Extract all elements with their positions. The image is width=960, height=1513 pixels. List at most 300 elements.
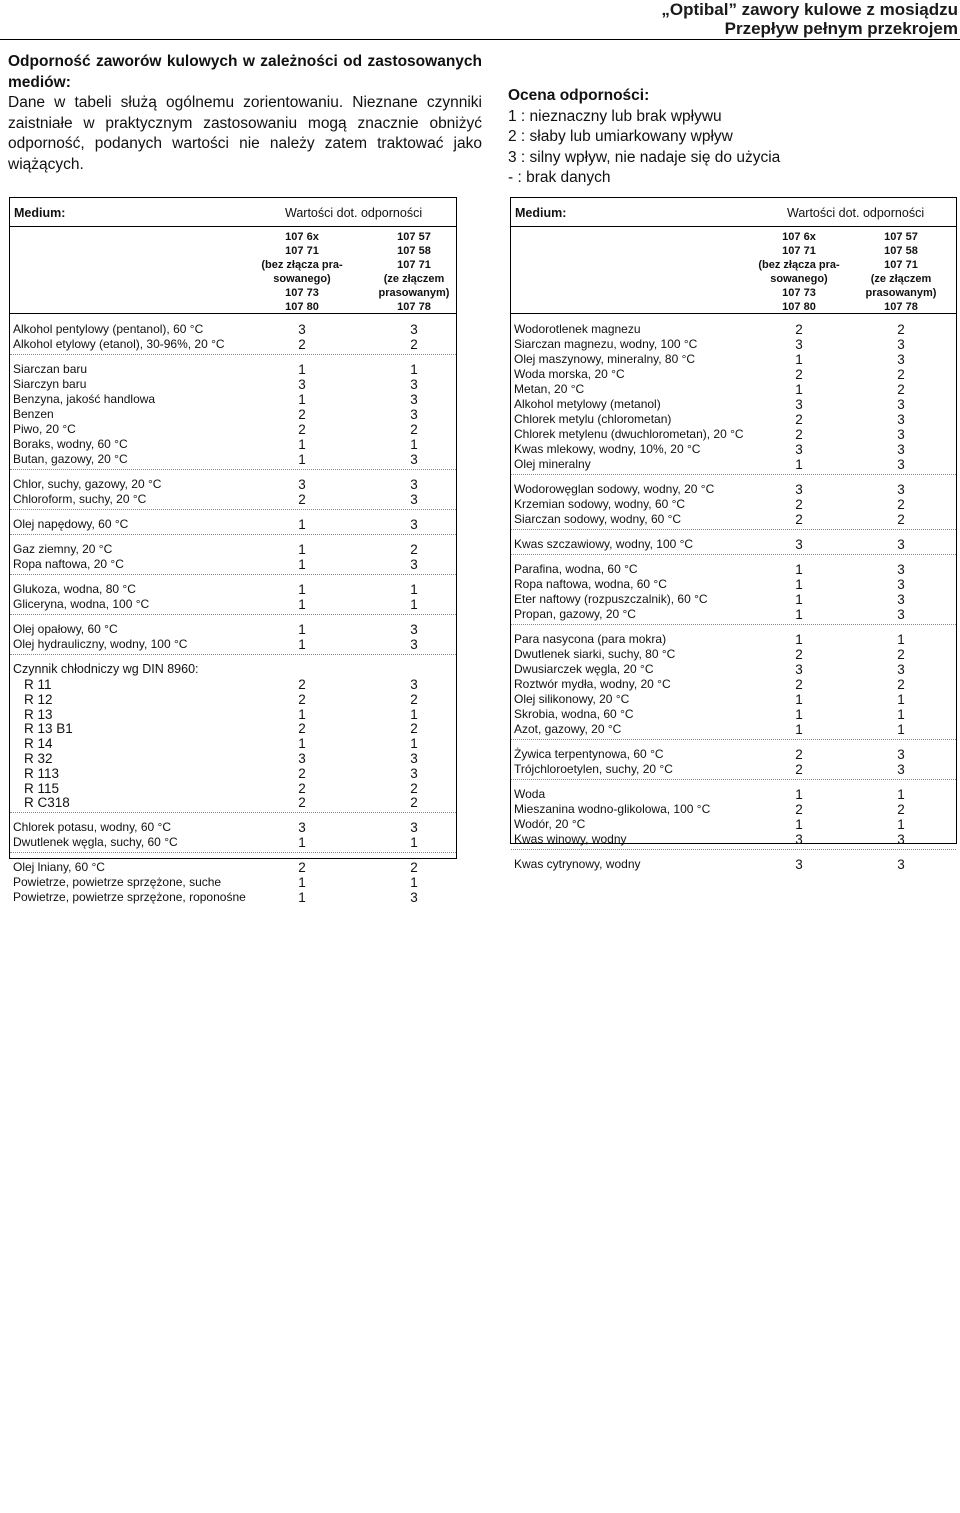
row-group (10, 475, 456, 510)
medium-name: Metan, 20 °C (514, 382, 585, 396)
rating-value-1: 1 (795, 577, 803, 592)
rating-value-1: 1 (298, 706, 306, 722)
table-row (10, 662, 456, 677)
rating-value-2: 3 (410, 322, 418, 337)
rating-value-1: 3 (298, 377, 306, 392)
medium-name: Parafina, wodna, 60 °C (514, 562, 638, 576)
rating-value-1: 2 (795, 322, 803, 337)
medium-name: Butan, gazowy, 20 °C (13, 452, 128, 466)
table-row (511, 832, 956, 847)
table-row (511, 632, 956, 647)
table-row (511, 537, 956, 552)
table-row (10, 835, 456, 850)
medium-name: Chlorek metylenu (dwuchlorometan), 20 °C (514, 427, 744, 441)
table-row (10, 707, 456, 722)
medium-name: Siarczyn baru (13, 377, 87, 391)
resistance-table-left (9, 197, 457, 906)
rating-value-1: 3 (298, 322, 306, 337)
table-row (511, 497, 956, 512)
medium-name: R C318 (24, 795, 70, 811)
values-column-header: Wartości dot. odporności (787, 206, 925, 220)
medium-name: Kwas winowy, wodny (514, 832, 627, 846)
rating-value-2: 3 (410, 392, 418, 407)
medium-name: Wodorowęglan sodowy, wodny, 20 °C (514, 482, 715, 496)
rating-value-2: 3 (410, 377, 418, 392)
rating-value-2: 2 (897, 382, 905, 397)
document-header (661, 0, 958, 38)
medium-name: R 11 (24, 677, 52, 692)
table-row (10, 437, 456, 452)
rating-value-1: 1 (795, 562, 803, 577)
table-row (10, 392, 456, 407)
rating-value-2: 3 (897, 337, 905, 352)
rating-value-1: 1 (298, 517, 306, 532)
column-header-2: 107 57 107 58 107 71 (ze złączem prasowanym) 107 78 (378, 231, 450, 313)
rating-value-1: 2 (298, 422, 306, 437)
rating-value-2: 3 (897, 607, 905, 622)
medium-name: Powietrze, powietrze sprzężone, roponośne (13, 890, 246, 905)
medium-name: Ropa naftowa, wodna, 60 °C (514, 577, 667, 591)
table-row (511, 722, 956, 737)
legend-title: Ocena odporności: (508, 87, 650, 104)
rating-value-1: 3 (795, 397, 803, 412)
table-row (10, 622, 456, 637)
rating-value-2: 3 (897, 857, 905, 872)
medium-name: R 32 (24, 750, 53, 766)
medium-name: Żywica terpentynowa, 60 °C (514, 747, 664, 761)
table-row (511, 397, 956, 412)
rating-value-1: 2 (795, 427, 803, 442)
table-row (511, 607, 956, 622)
medium-name: R 14 (24, 736, 53, 752)
medium-name: Woda morska, 20 °C (514, 367, 625, 381)
table-row (10, 407, 456, 422)
table-row (10, 377, 456, 392)
rating-value-1: 2 (298, 407, 306, 422)
rating-value-1: 3 (795, 857, 803, 872)
rating-value-1: 1 (298, 875, 306, 891)
rating-value-2: 3 (897, 457, 905, 472)
medium-name: R 115 (24, 780, 60, 796)
table-row (511, 512, 956, 527)
medium-name: Kwas cytrynowy, wodny (514, 857, 641, 871)
medium-name: Chlorek metylu (chlorometan) (514, 412, 672, 426)
table-row (10, 362, 456, 377)
rating-value-2: 3 (897, 747, 905, 762)
medium-column-header: Medium: (14, 206, 66, 220)
rating-value-1: 1 (298, 597, 306, 612)
medium-name: Kwas szczawiowy, wodny, 100 °C (514, 537, 694, 551)
table-row (511, 352, 956, 367)
rating-value-1: 1 (795, 382, 803, 397)
table-row (511, 707, 956, 722)
rating-value-2: 3 (410, 820, 418, 836)
table-row (10, 477, 456, 492)
row-group (10, 540, 456, 575)
rating-value-2: 3 (410, 890, 418, 906)
rating-value-2: 3 (897, 662, 905, 677)
table-row (511, 322, 956, 337)
rating-value-1: 2 (795, 367, 803, 382)
medium-name: Gliceryna, wodna, 100 °C (13, 597, 150, 611)
rating-value-1: 2 (795, 747, 803, 762)
rating-value-2: 1 (410, 582, 418, 597)
intro-title: Odporność zaworów kulowych w zależności od zastosowanych mediów: (8, 53, 482, 91)
medium-name: Chloroform, suchy, 20 °C (13, 492, 147, 506)
table-body (10, 314, 456, 907)
rating-value-2: 2 (410, 337, 418, 352)
rating-value-1: 1 (795, 592, 803, 607)
rating-value-1: 1 (298, 835, 306, 851)
medium-name: Mieszanina wodno-glikolowa, 100 °C (514, 802, 711, 816)
medium-name: Wodór, 20 °C (514, 817, 586, 831)
rating-value-2: 2 (410, 780, 418, 796)
medium-name: Gaz ziemny, 20 °C (13, 542, 113, 556)
rating-value-2: 1 (410, 875, 418, 891)
medium-name: Piwo, 20 °C (13, 422, 76, 436)
row-group (10, 620, 456, 655)
rating-value-1: 3 (795, 662, 803, 677)
rating-value-2: 1 (410, 437, 418, 452)
table-row (511, 787, 956, 802)
rating-value-2: 3 (410, 477, 418, 492)
rating-value-1: 3 (795, 537, 803, 552)
table-row (511, 662, 956, 677)
rating-value-1: 2 (298, 765, 306, 781)
rating-value-2: 2 (897, 497, 905, 512)
rating-value-2: 2 (897, 322, 905, 337)
rating-value-1: 1 (298, 890, 306, 906)
rating-value-2: 2 (410, 860, 418, 876)
rating-value-2: 1 (410, 706, 418, 722)
header-subtitle: Przepływ pełnym przekrojem (724, 19, 958, 38)
medium-name: R 12 (24, 691, 53, 707)
row-group (10, 515, 456, 535)
table-row (10, 322, 456, 337)
medium-name: Wodorotlenek magnezu (514, 322, 641, 336)
rating-value-1: 2 (298, 860, 306, 876)
rating-value-2: 3 (897, 577, 905, 592)
row-group (511, 855, 956, 874)
column-header-1: 107 6x 107 71 (bez złącza pra- sowanego) 107 73 107 80 (758, 231, 840, 313)
table-row (511, 367, 956, 382)
table-row (10, 422, 456, 437)
rating-value-1: 1 (795, 352, 803, 367)
rating-legend (508, 86, 948, 189)
medium-name: R 13 B1 (24, 721, 73, 737)
rating-value-2: 3 (410, 622, 418, 637)
rating-value-2: 1 (410, 835, 418, 851)
table-row (10, 677, 456, 692)
rating-value-1: 1 (795, 607, 803, 622)
table-row (10, 860, 456, 875)
medium-name: Propan, gazowy, 20 °C (514, 607, 636, 621)
rating-value-1: 2 (795, 512, 803, 527)
medium-name: Woda (514, 787, 546, 801)
rating-value-1: 3 (795, 832, 803, 847)
column-header-2: 107 57 107 58 107 71 (ze złączem prasowanym) 107 78 (865, 231, 937, 313)
rating-value-1: 1 (298, 392, 306, 407)
medium-name: Alkohol etylowy (etanol), 30-96%, 20 °C (13, 337, 225, 351)
rating-value-2: 3 (410, 765, 418, 781)
rating-value-2: 1 (897, 707, 905, 722)
medium-name: Trójchloroetylen, suchy, 20 °C (514, 762, 673, 776)
rating-value-1: 1 (795, 817, 803, 832)
rating-value-1: 3 (298, 477, 306, 492)
rating-value-1: 1 (298, 437, 306, 452)
table-row (10, 875, 456, 890)
rating-value-2: 3 (410, 492, 418, 507)
table-row (10, 795, 456, 810)
rating-value-2: 1 (897, 692, 905, 707)
table-row (511, 337, 956, 352)
rating-value-1: 1 (795, 722, 803, 737)
rating-value-2: 3 (897, 442, 905, 457)
rating-value-1: 1 (298, 637, 306, 652)
medium-name: Chlor, suchy, gazowy, 20 °C (13, 477, 162, 491)
values-column-header: Wartości dot. odporności (285, 206, 423, 220)
row-group (511, 480, 956, 530)
rating-value-2: 1 (897, 632, 905, 647)
rating-value-1: 2 (298, 795, 306, 811)
rating-value-2: 1 (410, 736, 418, 752)
medium-name: Olej maszynowy, mineralny, 80 °C (514, 352, 696, 366)
rating-value-1: 1 (795, 692, 803, 707)
medium-name: Skrobia, wodna, 60 °C (514, 707, 634, 721)
table-row (511, 482, 956, 497)
table-row (10, 597, 456, 612)
table-row (10, 582, 456, 597)
rating-value-2: 2 (897, 512, 905, 527)
table-header (10, 198, 456, 314)
row-group (511, 630, 956, 740)
rating-value-1: 2 (298, 492, 306, 507)
row-group (10, 320, 456, 355)
rating-value-2: 3 (897, 762, 905, 777)
table-row (511, 412, 956, 427)
table-row (10, 637, 456, 652)
rating-value-2: 2 (897, 647, 905, 662)
row-group (511, 320, 956, 475)
medium-name: Siarczan magnezu, wodny, 100 °C (514, 337, 698, 351)
medium-name: Olej mineralny (514, 457, 591, 471)
header-divider (0, 39, 960, 40)
rating-value-2: 3 (897, 482, 905, 497)
intro-body: Dane w tabeli służą ogólnemu zorientowaniu. Nieznane czynniki zaistniałe w praktycznym zastosowaniu mogą znacznie obniżyć odporność, podanych wartości nie należy zatem traktować jako wiążących. (8, 94, 482, 173)
row-group (10, 858, 456, 907)
rating-value-1: 1 (298, 622, 306, 637)
rating-value-1: 2 (795, 412, 803, 427)
rating-value-2: 3 (897, 537, 905, 552)
rating-value-1: 1 (298, 542, 306, 557)
medium-name: Eter naftowy (rozpuszczalnik), 60 °C (514, 592, 708, 606)
table-row (511, 562, 956, 577)
rating-value-1: 1 (298, 736, 306, 752)
legend-item: 3 : silny wpływ, nie nadaje się do użycia (508, 148, 781, 166)
rating-value-2: 3 (410, 637, 418, 652)
medium-name: Olej silikonowy, 20 °C (514, 692, 630, 706)
header-title: „Optibal” zawory kulowe z mosiądzu (661, 0, 958, 19)
rating-value-2: 3 (410, 407, 418, 422)
row-group (511, 745, 956, 780)
rating-value-2: 3 (410, 452, 418, 467)
row-group (511, 535, 956, 555)
rating-value-1: 1 (795, 457, 803, 472)
medium-name: Siarczan sodowy, wodny, 60 °C (514, 512, 682, 526)
table-row (511, 692, 956, 707)
rating-value-1: 1 (298, 362, 306, 377)
medium-name: Roztwór mydła, wodny, 20 °C (514, 677, 671, 691)
medium-name: Olej lniany, 60 °C (13, 860, 105, 875)
medium-name: Krzemian sodowy, wodny, 60 °C (514, 497, 686, 511)
rating-value-2: 3 (410, 750, 418, 766)
rating-value-1: 1 (795, 632, 803, 647)
medium-name: Siarczan baru (13, 362, 88, 376)
table-row (511, 427, 956, 442)
rating-value-1: 2 (298, 721, 306, 737)
medium-name: Alkohol pentylowy (pentanol), 60 °C (13, 322, 204, 336)
rating-value-1: 2 (795, 497, 803, 512)
medium-name: Benzen (13, 407, 54, 421)
rating-value-1: 3 (795, 482, 803, 497)
table-row (10, 751, 456, 766)
legend-item: 1 : nieznaczny lub brak wpływu (508, 107, 722, 125)
table-row (10, 781, 456, 796)
rating-value-1: 1 (795, 787, 803, 802)
rating-value-2: 3 (897, 427, 905, 442)
rating-value-2: 3 (897, 397, 905, 412)
rating-value-1: 2 (795, 762, 803, 777)
medium-column-header: Medium: (515, 206, 567, 220)
medium-name: Azot, gazowy, 20 °C (514, 722, 622, 736)
row-group (10, 660, 456, 813)
intro-section (8, 52, 482, 175)
rating-value-2: 2 (897, 677, 905, 692)
rating-value-1: 2 (795, 647, 803, 662)
medium-name: Boraks, wodny, 60 °C (13, 437, 128, 451)
rating-value-2: 2 (410, 691, 418, 707)
table-row (511, 457, 956, 472)
rating-value-1: 3 (795, 337, 803, 352)
rating-value-1: 2 (298, 677, 306, 692)
row-group (10, 360, 456, 470)
rating-value-1: 2 (298, 780, 306, 796)
table-row (10, 766, 456, 781)
row-group (511, 785, 956, 850)
table-row (10, 492, 456, 507)
rating-value-1: 3 (795, 442, 803, 457)
table-row (10, 736, 456, 751)
medium-name: R 113 (24, 765, 60, 781)
rating-value-2: 1 (410, 362, 418, 377)
table-row (511, 762, 956, 777)
legend-item: - : brak danych (508, 169, 611, 186)
rating-value-2: 1 (897, 817, 905, 832)
resistance-table-right (510, 197, 957, 872)
rating-value-1: 2 (795, 677, 803, 692)
legend-item: 2 : słaby lub umiarkowany wpływ (508, 128, 733, 145)
medium-name: Olej napędowy, 60 °C (13, 517, 129, 531)
rating-value-1: 1 (298, 557, 306, 572)
table-row (10, 557, 456, 572)
table-header (511, 198, 956, 314)
table-row (511, 577, 956, 592)
rating-value-2: 3 (410, 517, 418, 532)
medium-name: R 13 (24, 706, 53, 722)
rating-value-2: 3 (897, 412, 905, 427)
rating-value-2: 3 (897, 832, 905, 847)
rating-value-1: 2 (298, 337, 306, 352)
rating-value-2: 3 (897, 562, 905, 577)
table-row (511, 647, 956, 662)
medium-name: Kwas mlekowy, wodny, 10%, 20 °C (514, 442, 701, 456)
table-row (511, 817, 956, 832)
rating-value-2: 1 (897, 787, 905, 802)
medium-name: Chlorek potasu, wodny, 60 °C (13, 820, 171, 835)
rating-value-2: 1 (897, 722, 905, 737)
medium-name: Benzyna, jakość handlowa (13, 392, 156, 406)
column-header-1: 107 6x 107 71 (bez złącza pra- sowanego) 107 73 107 80 (261, 231, 343, 313)
table-row (511, 677, 956, 692)
table-row (511, 592, 956, 607)
rating-value-2: 3 (410, 557, 418, 572)
medium-name: Dwutlenek węgla, suchy, 60 °C (13, 835, 178, 850)
medium-name: Powietrze, powietrze sprzężone, suche (13, 875, 222, 890)
table-row (10, 692, 456, 707)
rating-value-1: 2 (795, 802, 803, 817)
medium-name: Olej hydrauliczny, wodny, 100 °C (13, 637, 188, 651)
table-row (10, 337, 456, 352)
row-group (10, 818, 456, 853)
rating-value-1: 1 (298, 452, 306, 467)
table-body (511, 314, 956, 874)
table-row (511, 747, 956, 762)
table-row (10, 890, 456, 905)
rating-value-1: 1 (795, 707, 803, 722)
rating-value-1: 2 (298, 691, 306, 707)
medium-name: Para nasycona (para mokra) (514, 632, 667, 646)
medium-name: Olej opałowy, 60 °C (13, 622, 118, 636)
table-row (511, 442, 956, 457)
rating-value-2: 2 (897, 367, 905, 382)
rating-value-2: 3 (897, 352, 905, 367)
table-row (10, 820, 456, 835)
medium-name: Glukoza, wodna, 80 °C (13, 582, 136, 596)
table-row (10, 452, 456, 467)
rating-value-2: 2 (410, 721, 418, 737)
table-row (10, 517, 456, 532)
rating-value-1: 3 (298, 820, 306, 836)
rating-value-2: 2 (410, 542, 418, 557)
rating-value-2: 3 (410, 677, 418, 692)
table-row (10, 721, 456, 736)
row-group (511, 560, 956, 625)
table-row (10, 542, 456, 557)
rating-value-2: 2 (410, 795, 418, 811)
table-row (511, 802, 956, 817)
medium-name: Dwusiarczek węgla, 20 °C (514, 662, 654, 676)
medium-name: Alkohol metylowy (metanol) (514, 397, 661, 411)
rating-value-2: 1 (410, 597, 418, 612)
medium-name: Czynnik chłodniczy wg DIN 8960: (13, 662, 199, 676)
rating-value-2: 2 (897, 802, 905, 817)
rating-value-1: 1 (298, 582, 306, 597)
table-row (511, 857, 956, 872)
row-group (10, 580, 456, 615)
rating-value-1: 3 (298, 750, 306, 766)
medium-name: Dwutlenek siarki, suchy, 80 °C (514, 647, 676, 661)
table-row (511, 382, 956, 397)
